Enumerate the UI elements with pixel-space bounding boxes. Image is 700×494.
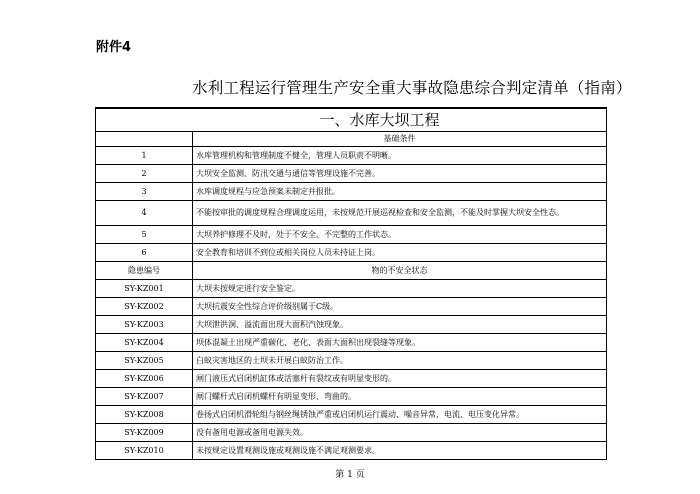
condition-number: 1 xyxy=(96,147,193,165)
basic-conditions-header-row xyxy=(96,132,607,147)
hazard-code: SY-KZ005 xyxy=(96,352,193,370)
hazard-text: 大坝泄洪洞、溢流面出现大面积汽蚀现象。 xyxy=(193,316,607,334)
condition-text: 水库调度规程与应急预案未制定并报批。 xyxy=(193,183,607,201)
hazard-text: 未按规定设置观测设施或观测设施不满足观测要求。 xyxy=(193,442,607,460)
condition-number: 4 xyxy=(96,201,193,226)
header-blank-cell xyxy=(96,132,193,147)
condition-number: 6 xyxy=(96,244,193,262)
table-row xyxy=(96,244,607,262)
table-row xyxy=(96,201,607,226)
table-row xyxy=(96,388,607,406)
hazard-text: 坝体混凝土出现严重碳化、老化、表面大面积出现裂缝等现象。 xyxy=(193,334,607,352)
hazard-text: 卷扬式启闭机滑轮组与钢丝绳锈蚀严重或启闭机运行震动、噪音异常，电流、电压变化异常。 xyxy=(193,406,607,424)
hazard-code: SY-KZ006 xyxy=(96,370,193,388)
table-row xyxy=(96,147,607,165)
hazard-text: 白蚁灾害地区的土坝未开展白蚁防治工作。 xyxy=(193,352,607,370)
condition-text: 水库管理机构和管理制度不健全，管理人员职责不明晰。 xyxy=(193,147,607,165)
basic-conditions-header: 基础条件 xyxy=(193,132,607,147)
table-row xyxy=(96,334,607,352)
hazard-code: SY-KZ010 xyxy=(96,442,193,460)
hazard-code: SY-KZ007 xyxy=(96,388,193,406)
hazard-text: 大坝未按规定进行安全鉴定。 xyxy=(193,280,607,298)
page-number: 第 1 页 xyxy=(335,470,365,480)
table-row xyxy=(96,226,607,244)
table-row xyxy=(96,442,607,460)
table-row xyxy=(96,165,607,183)
unsafe-state-header-row xyxy=(96,262,607,280)
condition-text: 不能按审批的调度规程合理调度运用，未按规范开展巡视检查和安全监测，不能及时掌握大坝安全性态。 xyxy=(193,201,607,226)
unsafe-state-header: 物的不安全状态 xyxy=(193,262,607,280)
table-row xyxy=(96,316,607,334)
condition-text: 安全教育和培训不到位或相关岗位人员未持证上岗。 xyxy=(193,244,607,262)
hazard-text: 闸门螺杆式启闭机螺杆有明显变形、弯曲的。 xyxy=(193,388,607,406)
table-row xyxy=(96,352,607,370)
table-row xyxy=(96,424,607,442)
hazard-code: SY-KZ009 xyxy=(96,424,193,442)
condition-number: 3 xyxy=(96,183,193,201)
condition-number: 5 xyxy=(96,226,193,244)
hazard-code: SY-KZ001 xyxy=(96,280,193,298)
hazard-checklist-table xyxy=(95,107,607,460)
section-heading-row xyxy=(96,108,607,132)
document-title: 水利工程运行管理生产安全重大事故隐患综合判定清单（指南） xyxy=(192,79,632,97)
hazard-code-header: 隐患编号 xyxy=(96,262,193,280)
attachment-label: 附件4 xyxy=(96,40,132,55)
hazard-code: SY-KZ003 xyxy=(96,316,193,334)
table-row xyxy=(96,370,607,388)
hazard-text: 闸门液压式启闭机缸体或活塞杆有裂纹或有明显变形的。 xyxy=(193,370,607,388)
condition-text: 大坝养护修理不及时，处于不安全、不完整的工作状态。 xyxy=(193,226,607,244)
hazard-code: SY-KZ004 xyxy=(96,334,193,352)
hazard-text: 大坝抗震安全性综合评价级别属于C级。 xyxy=(193,298,607,316)
table-row xyxy=(96,406,607,424)
table-row xyxy=(96,298,607,316)
table-row xyxy=(96,280,607,298)
section-heading: 一、水库大坝工程 xyxy=(96,108,607,132)
hazard-code: SY-KZ002 xyxy=(96,298,193,316)
hazard-text: 没有备用电源或备用电源失效。 xyxy=(193,424,607,442)
table-row xyxy=(96,183,607,201)
hazard-code: SY-KZ008 xyxy=(96,406,193,424)
condition-text: 大坝安全监测、防汛交通与通信等管理设施不完善。 xyxy=(193,165,607,183)
condition-number: 2 xyxy=(96,165,193,183)
